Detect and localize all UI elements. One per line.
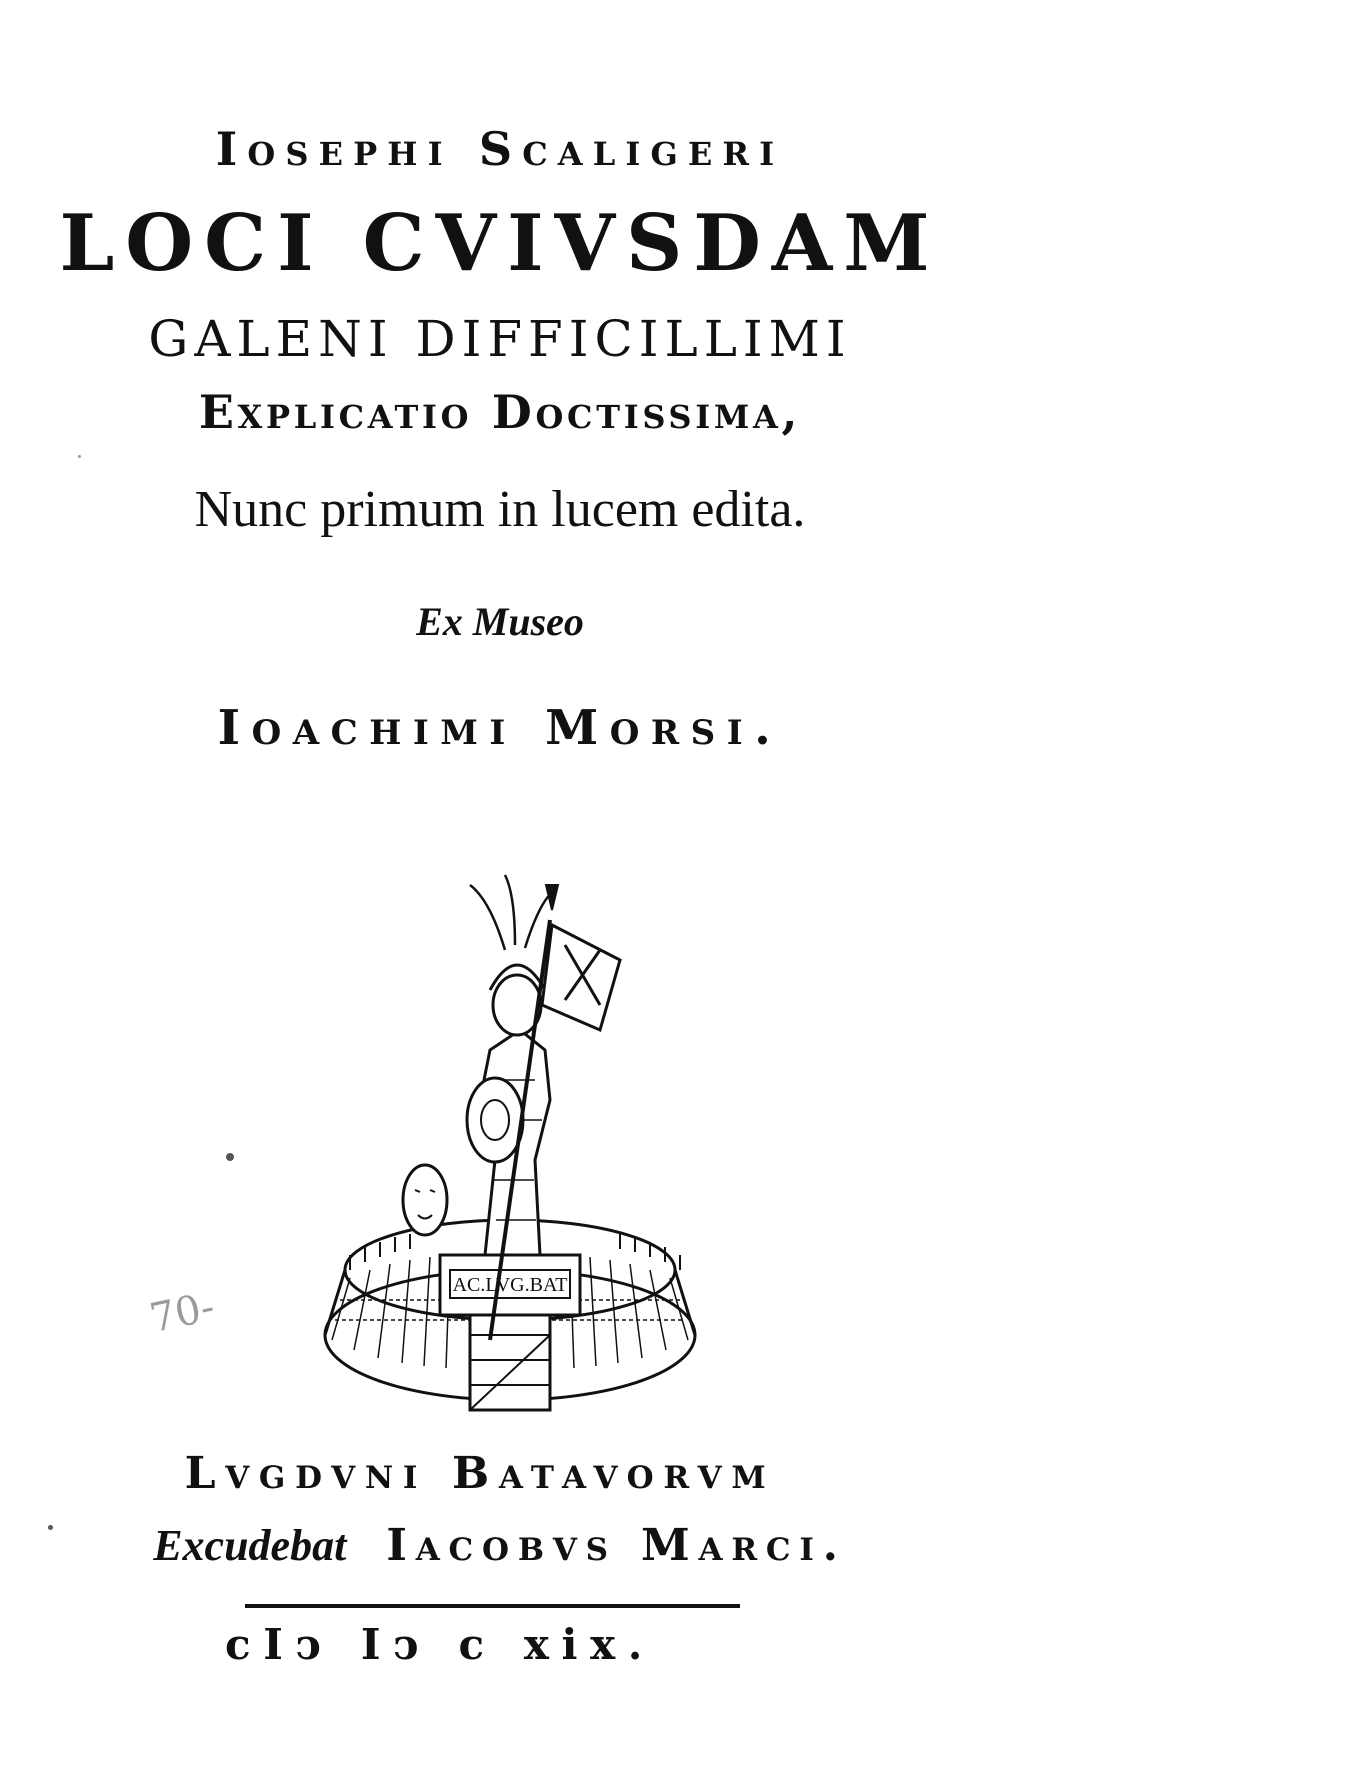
provenance-line: Ex Museo — [416, 599, 584, 644]
subtitle-line: Nunc primum in lucem edita. — [194, 481, 806, 538]
imprint-place: Lvgdvni Batavorvm — [184, 1448, 776, 1499]
ink-speck — [78, 455, 81, 458]
printer-prefix: Excudebat — [153, 1521, 347, 1570]
imprint-date: cIↄ Iↄ c xix. — [225, 1620, 655, 1669]
ink-speck — [48, 1525, 53, 1530]
printer-name: Iacobvs Marci. — [386, 1520, 847, 1571]
title-line-1: LOCI CVIVSDAM — [59, 198, 941, 289]
ink-speck — [226, 1153, 234, 1161]
author-line: Iosephi Scaligeri — [215, 122, 785, 176]
pencil-annotation: 70- — [145, 1283, 219, 1343]
imprint-printer-line — [0, 1520, 1000, 1571]
owner-line: Ioachimi Morsi. — [217, 700, 783, 756]
horizontal-rule — [245, 1604, 740, 1608]
printers-device-woodcut — [320, 800, 700, 1440]
title-line-3: Explicatio Doctissima, — [198, 385, 802, 439]
title-line-2: GALENI DIFFICILLIMI — [148, 310, 852, 368]
device-caption: AC.LVG.BAT — [452, 1274, 568, 1296]
